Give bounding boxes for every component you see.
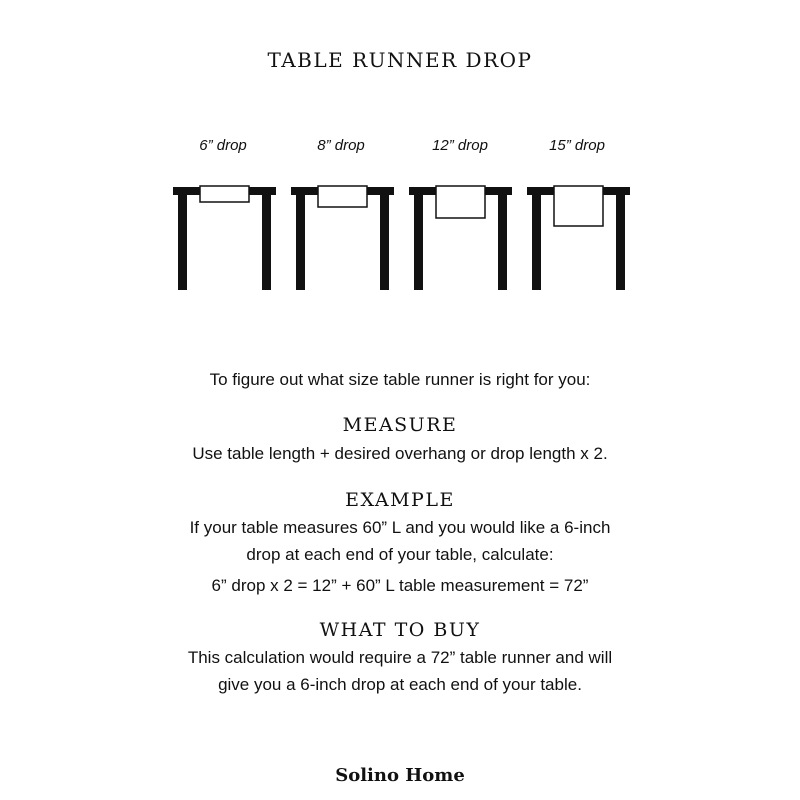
runner-drop-15 [554, 186, 603, 226]
drop-label-15: 15” drop [549, 137, 605, 154]
example-line-1: If your table measures 60” L and you would like a 6-inch [189, 518, 611, 537]
table-leg-left [532, 187, 541, 290]
table-leg-left [296, 187, 305, 290]
table-leg-right [616, 187, 625, 290]
buy-line-1: This calculation would require a 72” table runner and will [187, 648, 613, 667]
table-leg-left [414, 187, 423, 290]
what-to-buy-heading: WHAT TO BUY [319, 619, 481, 641]
measure-heading: MEASURE [342, 414, 458, 436]
buy-line-2: give you a 6-inch drop at each end of your table. [218, 675, 582, 694]
measure-text: Use table length + desired overhang or drop length x 2. [192, 444, 608, 463]
table-gap [191, 194, 200, 214]
table-leg-right [498, 187, 507, 290]
intro-text: To figure out what size table runner is right for you: [209, 370, 591, 389]
example-formula: 6” drop x 2 = 12” + 60” L table measurement = 72” [211, 576, 589, 595]
runner-drop-6 [200, 186, 249, 202]
example-line-2: drop at each end of your table, calculate: [246, 545, 554, 564]
table-gap [309, 194, 318, 214]
drop-label-6: 6” drop [199, 137, 247, 154]
drop-label-8: 8” drop [317, 137, 365, 154]
table-gap [545, 194, 554, 214]
page-title: TABLE RUNNER DROP [267, 48, 533, 72]
table-leg-left [178, 187, 187, 290]
brand-logo: Solino Home [335, 765, 465, 786]
runner-drop-8 [318, 186, 367, 207]
drop-label-12: 12” drop [432, 137, 488, 154]
runner-drop-12 [436, 186, 485, 218]
table-leg-right [262, 187, 271, 290]
table-gap [427, 194, 436, 214]
table-drop-illustrations [0, 170, 800, 300]
example-heading: EXAMPLE [345, 489, 455, 511]
table-leg-right [380, 187, 389, 290]
